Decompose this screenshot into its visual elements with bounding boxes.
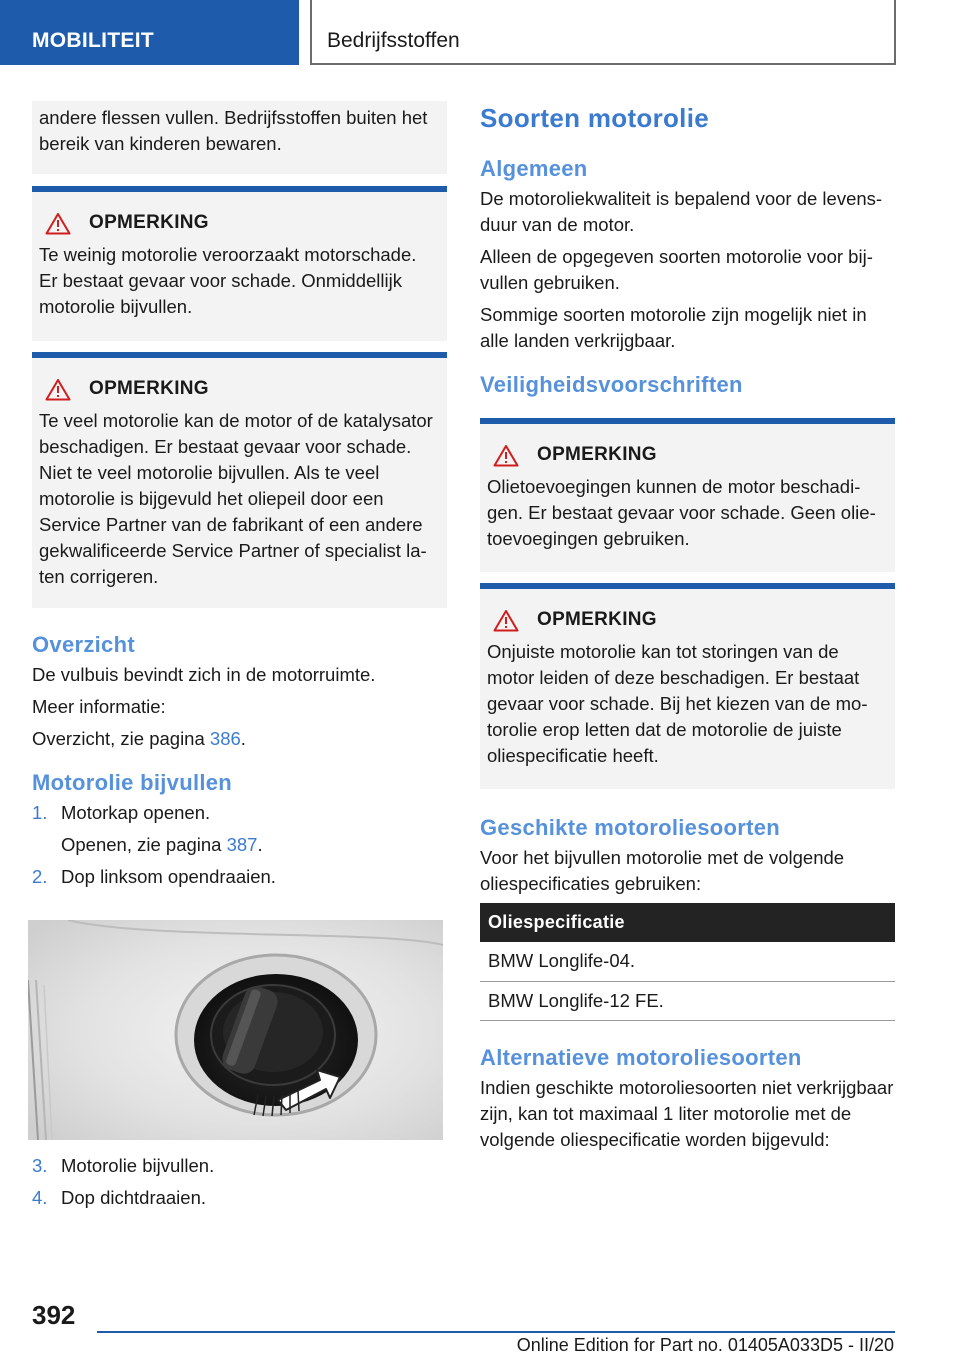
- step-1: [32, 800, 447, 826]
- edition-note: Online Edition for Part no. 01405A033D5 - II/20: [516, 1335, 894, 1355]
- step-4: [32, 1185, 447, 1211]
- intro-text: andere flessen vullen. Bedrijfsstoffen buiten het bereik van kinderen bewaren.: [39, 107, 428, 154]
- page-link-387[interactable]: 387: [226, 834, 258, 855]
- footer-divider: [97, 1331, 895, 1333]
- alternatief-heading: Alternatieve motoroliesoorten: [480, 1044, 802, 1070]
- warning-text-4: Onjuiste motorolie kan tot storingen van de motor leiden of deze beschadigen. Er bestaat gevaar voor schade. Bij het kiezen van de motorolie erop letten dat de motorolie de juiste oliespecificatie heeft.: [487, 641, 868, 766]
- page-number: 392: [32, 1300, 76, 1330]
- overzicht-p2: Meer informatie:: [32, 696, 166, 717]
- section-tab: [0, 0, 299, 65]
- warning-triangle-icon: [45, 212, 71, 235]
- veiligheid-heading: Veiligheidsvoorschriften: [480, 372, 743, 397]
- overzicht-p1: De vulbuis bevindt zich in de motorruimte.: [32, 664, 376, 685]
- alternatief-p1: Indien geschikte motoroliesoorten niet verkrijgbaar zijn, kan tot maximaal 1 liter motorolie met de volgende oliespecificatie worden bijgevuld:: [480, 1076, 894, 1150]
- step-2: [32, 864, 447, 890]
- geschikt-heading: Geschikte motoroliesoorten: [480, 815, 780, 840]
- warning-triangle-icon: [493, 444, 519, 467]
- step-text: Motorolie bijvullen.: [61, 1155, 215, 1176]
- right-column: [480, 101, 895, 1159]
- chapter-tab: [310, 0, 896, 65]
- algemeen-heading: Algemeen: [480, 156, 588, 181]
- section-title: MOBILITEIT: [32, 29, 154, 52]
- bijvullen-section: [32, 770, 447, 890]
- oil-filler-cap-illustration: [28, 920, 443, 1140]
- warning-box-4: [480, 583, 895, 789]
- warning-text-3: Olietoevoegingen kunnen de motor beschadigen. Er bestaat gevaar voor schade. Geen olietoevoegingen gebruiken.: [487, 476, 876, 549]
- warning-title-2: OPMERKING: [89, 378, 209, 399]
- table-row: [480, 981, 895, 1020]
- step-3: [32, 1153, 447, 1179]
- table-header: Oliespecificatie: [480, 903, 895, 942]
- bijvullen-heading: Motorolie bijvullen: [32, 770, 233, 795]
- step-number: 1.: [32, 802, 48, 823]
- oil-spec-table: [480, 903, 895, 1021]
- steps-after-image: [32, 1153, 447, 1211]
- table-header-row: [480, 903, 895, 942]
- step-text: Dop dichtdraaien.: [61, 1187, 207, 1208]
- warning-title-4: OPMERKING: [537, 609, 657, 630]
- algemeen-p3: Sommige soorten motorolie zijn mogelijk niet in alle landen verkrijgbaar.: [480, 304, 867, 351]
- step-indent: [32, 832, 61, 858]
- warning-text-1: Te weinig motorolie veroorzaakt motorschade. Er bestaat gevaar voor schade. Onmiddellijk motorolie bijvullen.: [39, 244, 417, 317]
- step-text: Dop linksom opendraaien.: [61, 866, 276, 887]
- overzicht-p3-prefix: Overzicht, zie pagina: [32, 728, 210, 749]
- chapter-title: Bedrijfsstoffen: [327, 29, 460, 52]
- geschikt-p1: Voor het bijvullen motorolie met de volgende oliespecificaties gebruiken:: [480, 847, 845, 894]
- table-cell: BMW Longlife-12 FE.: [480, 981, 895, 1020]
- warning-title-3: OPMERKING: [537, 444, 657, 465]
- step-text: Motorkap openen.: [61, 802, 211, 823]
- table-row: [480, 942, 895, 981]
- intro-box: [32, 101, 447, 174]
- step-1-sub-prefix: Openen, zie pagina: [61, 834, 227, 855]
- warning-box-2: [32, 352, 447, 608]
- algemeen-p1: De motoroliekwaliteit is bepalend voor de levensduur van de motor.: [480, 188, 883, 235]
- overzicht-p3: [32, 726, 447, 752]
- step-1-sub-text: [61, 832, 263, 858]
- step-number: 2.: [32, 866, 48, 887]
- warning-title-1: OPMERKING: [89, 212, 209, 233]
- page-heading: Soorten motorolie: [480, 103, 709, 133]
- warning-text-2: Te veel motorolie kan de motor of de katalysator beschadigen. Er bestaat gevaar voor schade. Niet te veel motorolie bijvullen. Als te veel motorolie is bijgevuld het oliepeil door een Service Partner van de fabrikant of een andere gekwalificeerde Service Partner of specialist laten corrigeren.: [39, 410, 433, 587]
- step-number: 4.: [32, 1187, 48, 1208]
- left-column: [32, 101, 447, 1208]
- step-1-sub: [32, 832, 447, 858]
- warning-triangle-icon: [45, 378, 71, 401]
- table-cell: BMW Longlife-04.: [480, 942, 895, 981]
- algemeen-p2: Alleen de opgegeven soorten motorolie voor bijvullen gebruiken.: [480, 246, 873, 293]
- overzicht-p3-suffix: .: [240, 728, 246, 749]
- warning-triangle-icon: [493, 609, 519, 632]
- overzicht-heading: Overzicht: [32, 632, 135, 657]
- warning-box-3: [480, 418, 895, 572]
- overzicht-section: [32, 632, 447, 752]
- step-1-sub-suffix: .: [257, 834, 263, 855]
- step-number: 3.: [32, 1155, 48, 1176]
- page-link-386[interactable]: 386: [209, 728, 241, 749]
- warning-box-1: [32, 186, 447, 341]
